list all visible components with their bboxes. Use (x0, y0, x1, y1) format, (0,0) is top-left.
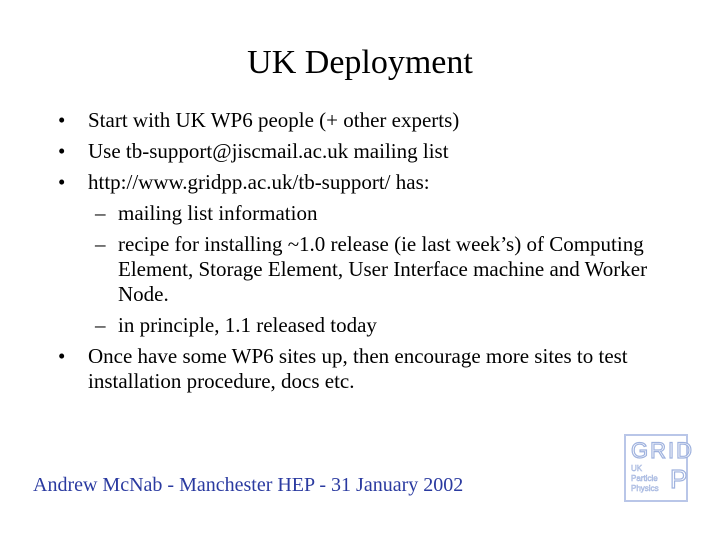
bullet-marker: • (58, 170, 66, 194)
sub-bullet-text: in principle, 1.1 released today (118, 313, 377, 337)
sub-bullet-item (58, 201, 698, 226)
bullet-text: Use tb-support@jiscmail.ac.uk mailing list (88, 139, 449, 163)
sub-bullet-item (58, 232, 698, 307)
logo-letter-p: P (670, 464, 688, 494)
bullet-text: http://www.gridpp.ac.uk/tb-support/ has: (88, 170, 430, 194)
bullet-item (58, 170, 698, 195)
slide-title: UK Deployment (247, 44, 473, 81)
sub-bullet-marker: – (95, 313, 106, 337)
logo-line: Physics (631, 484, 659, 493)
bullet-item (58, 344, 698, 394)
gridpp-logo (624, 434, 694, 502)
bullet-marker: • (58, 108, 66, 132)
sub-bullet-marker: – (95, 232, 106, 256)
bullet-text: Start with UK WP6 people (+ other experts) (88, 108, 460, 132)
bullet-item (58, 108, 698, 133)
sub-bullet-text: recipe for installing ~1.0 release (ie last week’s) of Computing Element, Storage Element, User Interface machine and Worker Node. (118, 232, 648, 306)
bullet-list (58, 108, 698, 400)
sub-bullet-text: mailing list information (118, 201, 318, 225)
logo-line: UK (631, 464, 643, 473)
logo-line: Particle (631, 474, 658, 483)
sub-bullet-marker: – (95, 201, 106, 225)
logo-text-lines (631, 464, 659, 494)
logo-grid-word: GRID (631, 438, 694, 463)
bullet-marker: • (58, 344, 66, 368)
footer-text: Andrew McNab - Manchester HEP - 31 January 2002 (33, 474, 464, 496)
bullet-marker: • (58, 139, 66, 163)
bullet-item (58, 139, 698, 164)
bullet-text: Once have some WP6 sites up, then encourage more sites to test installation procedure, docs etc. (88, 344, 628, 393)
sub-bullet-item (58, 313, 698, 338)
